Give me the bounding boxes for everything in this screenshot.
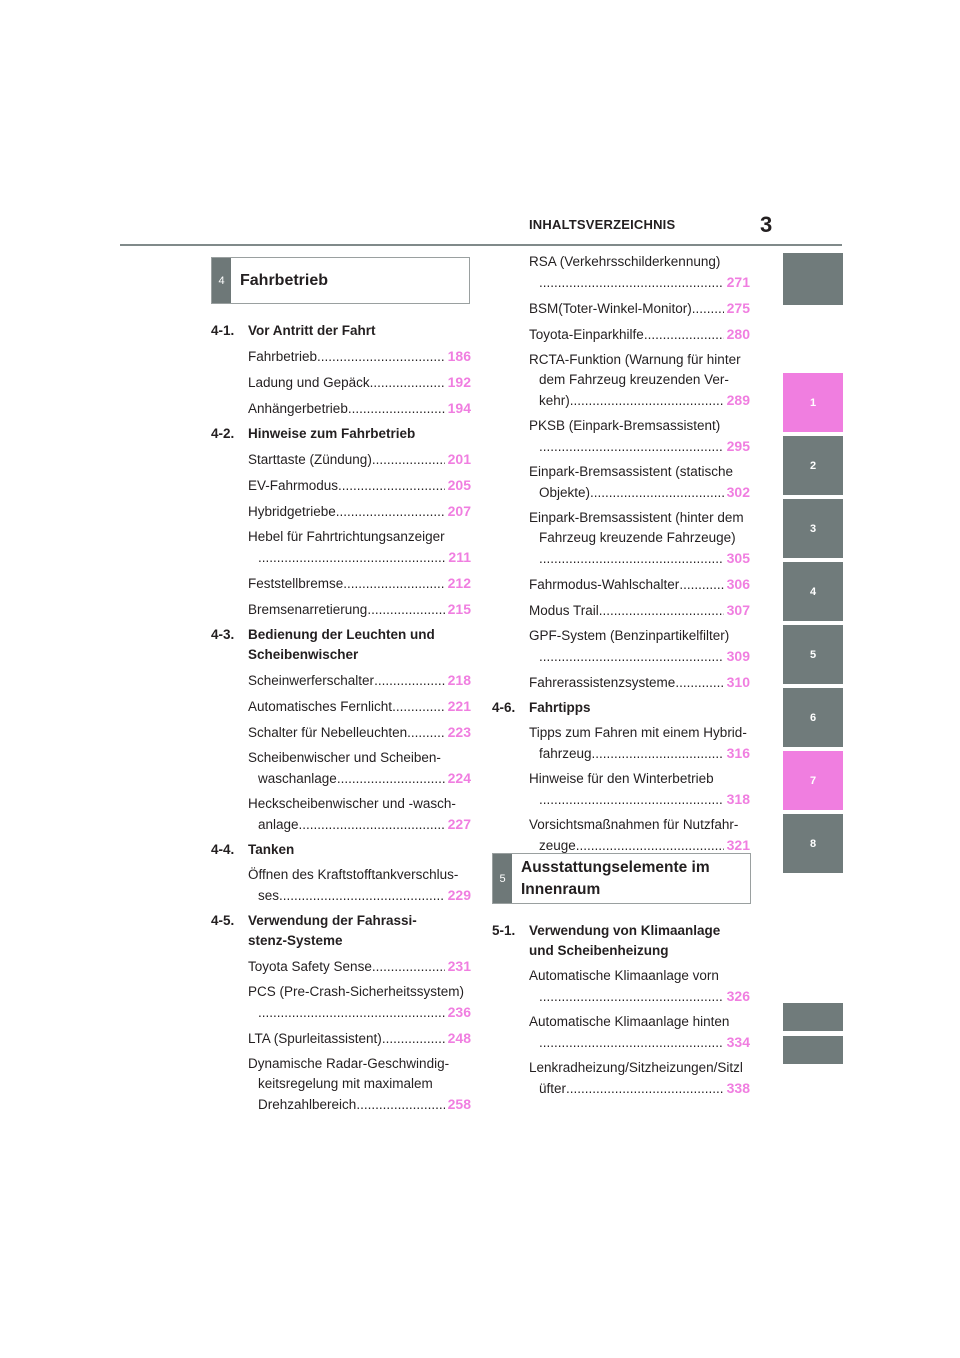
toc-entry-text: ses [258, 888, 280, 903]
toc-entry[interactable] [529, 324, 750, 345]
page-reference-link[interactable]: 338 [726, 1080, 750, 1096]
page-reference-link[interactable]: 212 [447, 575, 471, 591]
toc-entry-text: Scheibenwischer und Scheiben- [248, 750, 441, 765]
toc-entry[interactable] [529, 252, 750, 293]
page-reference-link[interactable]: 305 [726, 550, 750, 566]
dot-leader [566, 1079, 724, 1099]
toc-entry[interactable] [248, 722, 471, 743]
toc-entry-text: Öffnen des Kraftstofftankverschlus- [248, 867, 459, 882]
toc-entry-text: Einpark-Bremsassistent (hinter dem [529, 510, 744, 525]
header-rule [120, 244, 842, 246]
page-reference-link[interactable]: 215 [447, 601, 471, 617]
page-reference-link[interactable]: 248 [447, 1030, 471, 1046]
page-reference-link[interactable]: 218 [447, 672, 471, 688]
toc-entry-text: Fahrzeug kreuzende Fahrzeuge) [539, 530, 736, 545]
section-number: 4-5. [211, 913, 235, 928]
dot-leader [343, 574, 444, 594]
toc-entry[interactable] [248, 372, 471, 393]
toc-entry-text: Hybridgetriebe [248, 504, 336, 519]
toc-entry-text: RCTA-Funktion (Warnung für hinter [529, 352, 741, 367]
toc-entry-text: Starttaste (Zündung) [248, 452, 372, 467]
page-reference-link[interactable]: 295 [726, 438, 750, 454]
toc-entry-text: Heckscheibenwischer und -wasch- [248, 796, 456, 811]
toc-section-heading [492, 698, 750, 718]
page-reference-link[interactable]: 231 [447, 958, 471, 974]
page-reference-link[interactable]: 205 [447, 477, 471, 493]
section-title-line: Hinweise zum Fahrbetrieb [248, 426, 416, 441]
section-title-line: Fahrtipps [529, 700, 591, 715]
chapter-5-number: 5 [493, 854, 512, 903]
dot-leader [258, 1003, 445, 1023]
toc-entry[interactable] [248, 475, 471, 496]
dot-leader [539, 273, 724, 293]
toc-entry-text: keitsregelung mit maximalem [258, 1076, 433, 1091]
page-reference-link[interactable]: 194 [447, 400, 471, 416]
toc-entry-text: Lenkradheizung/Sitzheizungen/Sitzl [529, 1060, 743, 1075]
section-title [248, 625, 471, 665]
chapter-tab-6[interactable]: 6 [783, 688, 843, 747]
toc-entry-text: Tipps zum Fahren mit einem Hybrid- [529, 725, 747, 740]
dot-leader [370, 373, 445, 393]
toc-entry-text: EV-Fahrmodus [248, 478, 339, 493]
page-reference-link[interactable]: 258 [447, 1096, 471, 1112]
toc-section-heading [211, 321, 471, 341]
page-reference-link[interactable]: 316 [726, 745, 750, 761]
toc-entry[interactable] [529, 672, 750, 693]
dot-leader [337, 769, 445, 789]
toc-entry[interactable] [248, 501, 471, 522]
toc-entry-text: PCS (Pre-Crash-Sicherheitssystem) [248, 984, 465, 999]
toc-entry-text: GPF-System (Benzinpartikelfilter) [529, 628, 730, 643]
section-number: 4-2. [211, 426, 235, 441]
toc-entry-text: Objekte) [539, 485, 591, 500]
section-title-line: Tanken [248, 842, 295, 857]
section-title [248, 911, 471, 951]
page-reference-link[interactable]: 275 [726, 300, 750, 316]
toc-entry[interactable] [529, 1058, 750, 1099]
header-title: INHALTSVERZEICHNIS [529, 217, 676, 232]
page-reference-link[interactable]: 223 [447, 724, 471, 740]
toc-entry-text: Fahrbetrieb [248, 349, 318, 364]
chapter-tab-2[interactable]: 2 [783, 436, 843, 495]
toc-entry[interactable] [248, 599, 471, 620]
dot-leader [539, 647, 724, 667]
toc-entry-text: Ladung und Gepäck [248, 375, 370, 390]
toc-entry[interactable] [248, 982, 471, 1023]
toc-entry[interactable] [529, 298, 750, 319]
toc-left-column [211, 316, 471, 1120]
section-title-line: Scheibenwischer [248, 647, 359, 662]
toc-entry-text: dem Fahrzeug kreuzenden Ver- [539, 372, 729, 387]
toc-entry-text: Vorsichtsmaßnahmen für Nutzfahr- [529, 817, 739, 832]
dot-leader [392, 697, 445, 717]
dot-leader [299, 815, 445, 835]
toc-entry-text: Dynamische Radar-Geschwindig- [248, 1056, 450, 1071]
section-number: 4-4. [211, 842, 235, 857]
toc-entry-text: LTA (Spurleitassistent) [248, 1031, 382, 1046]
chapter-5-title-line1: Ausstattungselemente im [521, 858, 710, 876]
toc-entry-text: Anhängerbetrieb [248, 401, 348, 416]
chapter-tab-blank-0[interactable] [783, 253, 843, 305]
page-reference-link[interactable]: 289 [726, 392, 750, 408]
toc-section-heading [211, 840, 471, 860]
toc-entry[interactable] [248, 1028, 471, 1049]
toc-entry-text: RSA (Verkehrsschilderkennung) [529, 254, 721, 269]
toc-entry[interactable] [529, 769, 750, 810]
toc-entry-text: Hebel für Fahrtrichtungsanzeiger [248, 529, 445, 544]
page-reference-link[interactable]: 201 [447, 451, 471, 467]
section-title [529, 698, 750, 718]
chapter-tab-blank-10[interactable] [783, 1036, 843, 1064]
toc-entry-text: Fahrmodus-Wahlschalter [529, 577, 680, 592]
toc-entry-text: fahrzeug [539, 746, 592, 761]
section-title [529, 921, 750, 961]
chapter-4-box [211, 257, 470, 304]
toc-entry-text: zeuge [539, 838, 576, 853]
chapter-tab-4[interactable]: 4 [783, 562, 843, 621]
section-title-line: und Scheibenheizung [529, 943, 669, 958]
dot-leader [338, 476, 445, 496]
dot-leader [372, 957, 445, 977]
toc-entry[interactable] [529, 1012, 750, 1053]
page-reference-link[interactable]: 271 [726, 274, 750, 290]
toc-entry-text: BSM(Toter-Winkel-Monitor) [529, 301, 692, 316]
section-title-line: Verwendung von Klimaanlage [529, 923, 721, 938]
dot-leader [348, 399, 445, 419]
page-reference-link[interactable]: 280 [726, 326, 750, 342]
dot-leader [258, 548, 445, 568]
toc-entry[interactable] [529, 462, 750, 503]
page-reference-link[interactable]: 211 [448, 549, 471, 565]
toc-section-heading [492, 921, 750, 961]
page-reference-link[interactable]: 318 [726, 791, 750, 807]
chapter-tab-blank-9[interactable] [783, 1003, 843, 1031]
dot-leader [367, 600, 444, 620]
toc-entry-text: Scheinwerferschalter [248, 673, 375, 688]
chapter-tab-5[interactable]: 5 [783, 625, 843, 684]
page-reference-link[interactable]: 229 [447, 887, 471, 903]
page-reference-link[interactable]: 326 [726, 988, 750, 1004]
dot-leader [539, 437, 724, 457]
toc-entry[interactable] [529, 966, 750, 1007]
toc-entry-text: Automatische Klimaanlage hinten [529, 1014, 730, 1029]
dot-leader [356, 1095, 444, 1115]
page-reference-link[interactable]: 227 [447, 816, 471, 832]
toc-entry-text: Hinweise für den Winterbetrieb [529, 771, 714, 786]
page-reference-link[interactable]: 221 [447, 698, 471, 714]
page-reference-link[interactable]: 207 [447, 503, 471, 519]
section-number: 4-1. [211, 323, 235, 338]
section-title-line: stenz-Systeme [248, 933, 343, 948]
toc-entry[interactable] [248, 398, 471, 419]
toc-entry-text: üfter [539, 1081, 567, 1096]
section-number: 4-6. [492, 700, 516, 715]
dot-leader [576, 836, 724, 856]
toc-entry[interactable] [248, 527, 471, 568]
toc-entry-text: Modus Trail [529, 603, 599, 618]
dot-leader [590, 483, 724, 503]
toc-entry[interactable] [248, 956, 471, 977]
dot-leader [644, 325, 724, 345]
dot-leader [279, 886, 445, 906]
page-reference-link[interactable]: 334 [726, 1034, 750, 1050]
toc-entry-text: Schalter für Nebelleuchten [248, 725, 408, 740]
chapter-5-title-line2: Innenraum [521, 880, 601, 898]
page-reference-link[interactable]: 321 [726, 837, 750, 853]
toc-entry[interactable] [248, 696, 471, 717]
page-reference-link[interactable]: 309 [726, 648, 750, 664]
toc-entry[interactable] [529, 508, 750, 569]
toc-right-column-chapter5 [492, 916, 750, 1104]
toc-entry[interactable] [529, 723, 750, 764]
page-reference-link[interactable]: 307 [726, 602, 750, 618]
dot-leader [570, 391, 724, 411]
toc-entry-text: Automatische Klimaanlage vorn [529, 968, 719, 983]
toc-entry-text: Toyota Safety Sense [248, 959, 372, 974]
dot-leader [675, 673, 723, 693]
toc-entry[interactable] [529, 626, 750, 667]
section-title-line: Bedienung der Leuchten und [248, 627, 435, 642]
page-reference-link[interactable]: 236 [447, 1004, 471, 1020]
toc-entry[interactable] [248, 748, 471, 789]
dot-leader [599, 601, 724, 621]
chapter-tab-1[interactable]: 1 [783, 373, 843, 432]
toc-entry[interactable] [248, 573, 471, 594]
section-title [248, 424, 471, 444]
toc-entry[interactable] [529, 815, 750, 856]
toc-entry[interactable] [248, 346, 471, 367]
dot-leader [539, 987, 724, 1007]
toc-entry-text: anlage [258, 817, 299, 832]
section-title-line: Verwendung der Fahrassi- [248, 913, 417, 928]
toc-entry[interactable] [529, 574, 750, 595]
dot-leader [317, 347, 445, 367]
dot-leader [407, 723, 445, 743]
dot-leader [539, 549, 724, 569]
dot-leader [692, 299, 724, 319]
toc-entry-text: PKSB (Einpark-Bremsassistent) [529, 418, 721, 433]
toc-section-heading [211, 625, 471, 665]
page-reference-link[interactable]: 186 [447, 348, 471, 364]
dot-leader [679, 575, 723, 595]
toc-entry[interactable] [529, 600, 750, 621]
chapter-tab-8[interactable]: 8 [783, 814, 843, 873]
section-number: 5-1. [492, 923, 516, 938]
dot-leader [539, 790, 724, 810]
toc-entry[interactable] [248, 670, 471, 691]
page-reference-link[interactable]: 306 [726, 576, 750, 592]
chapter-4-number: 4 [212, 258, 231, 303]
page-reference-link[interactable]: 302 [726, 484, 750, 500]
dot-leader [336, 502, 445, 522]
section-title-line: Vor Antritt der Fahrt [248, 323, 376, 338]
section-number: 4-3. [211, 627, 235, 642]
toc-entry-text: Toyota-Einparkhilfe [529, 327, 644, 342]
chapter-4-title: Fahrbetrieb [240, 271, 329, 289]
toc-entry-text: kehr) [539, 393, 570, 408]
dot-leader [372, 450, 445, 470]
toc-entry[interactable] [529, 350, 750, 411]
toc-entry-text: Feststellbremse [248, 576, 344, 591]
toc-entry[interactable] [248, 865, 471, 906]
toc-entry-text: Automatisches Fernlicht [248, 699, 393, 714]
toc-entry[interactable] [248, 449, 471, 470]
dot-leader [374, 671, 445, 691]
toc-entry-text: Fahrerassistenzsysteme [529, 675, 676, 690]
toc-entry[interactable] [248, 794, 471, 835]
toc-section-heading [211, 424, 471, 444]
chapter-5-title [512, 854, 710, 903]
dot-leader [539, 1033, 724, 1053]
toc-entry-text: Drehzahlbereich [258, 1097, 357, 1112]
section-title [248, 840, 471, 860]
dot-leader [382, 1029, 445, 1049]
page-reference-link[interactable]: 224 [447, 770, 471, 786]
toc-entry-text: Einpark-Bremsassistent (statische [529, 464, 734, 479]
toc-entry[interactable] [248, 1054, 471, 1115]
dot-leader [592, 744, 724, 764]
page-number: 3 [760, 212, 773, 237]
section-title [248, 321, 471, 341]
toc-entry-text: waschanlage [258, 771, 337, 786]
chapter-tab-7[interactable]: 7 [783, 751, 843, 810]
toc-section-heading [211, 911, 471, 951]
chapter-tab-3[interactable]: 3 [783, 499, 843, 558]
page-reference-link[interactable]: 192 [447, 374, 471, 390]
page-reference-link[interactable]: 310 [726, 674, 750, 690]
toc-right-column [492, 252, 750, 861]
toc-entry-text: Bremsenarretierung [248, 602, 368, 617]
toc-entry[interactable] [529, 416, 750, 457]
